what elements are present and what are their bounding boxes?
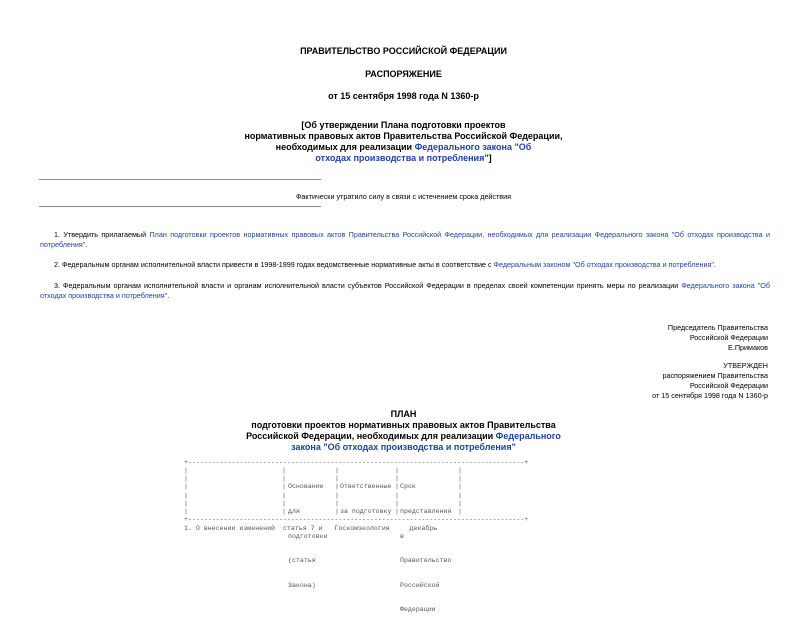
plan-heading: [0, 409, 807, 453]
government-name: ПРАВИТЕЛЬСТВО РОССИЙСКОЙ ФЕДЕРАЦИИ: [300, 46, 507, 56]
header-responsible-line: Ответственные: [340, 483, 392, 491]
title-line-4: [0, 153, 807, 164]
signature-name: Е.Примаков: [728, 343, 768, 352]
header-basis-line: Основание: [288, 483, 324, 491]
table-header-bottom-border: +-------------------------------------------------------------------------------------+: [184, 516, 529, 523]
header-responsible-line: за подготовку: [340, 508, 392, 516]
divider-bottom: [39, 206, 321, 207]
paragraph-1: [40, 230, 770, 250]
signature-position-1: Председатель Правительства: [667, 323, 768, 332]
header-deadline-line: Российской: [400, 581, 440, 589]
plan-link[interactable]: План подготовки проектов нормативных правовых актов Правительства Российской Федерации, необходимых для реализации Федерального закона "Об отходах производства и потребления": [40, 230, 770, 249]
table-sep-2: | | | | | |: [335, 467, 339, 516]
table-left-border: | | | | | |: [184, 467, 188, 516]
federal-law-link[interactable]: Федерального закона "Об: [414, 142, 532, 152]
paragraph-2-text: 2. Федеральным органам исполнительной власти привести в 1998-1999 годах ведомственные нормативные акты в соответствие с: [54, 260, 494, 269]
table-header-deadline: [400, 467, 451, 631]
plan-title: ПЛАН: [390, 409, 417, 419]
header-deadline-line: Правительство: [400, 557, 452, 565]
plan-line-3: [0, 431, 807, 442]
table-row: 1. О внесении изменений статья 7 и Госкомэкология декабрь: [184, 525, 438, 532]
signature-position-2: Российской Федерации: [689, 333, 768, 342]
paragraph-3-end: .: [167, 291, 170, 300]
plan-line-3-text: Российской Федерации, необходимых для реализации: [246, 431, 496, 441]
federal-law-link-3[interactable]: Федерального закона "Об отходах производства и потребления": [40, 281, 770, 300]
plan-line-2: подготовки проектов нормативных правовых актов Правительства: [251, 420, 556, 430]
header-deadline-line: представления: [400, 508, 452, 516]
approval-block: [652, 361, 768, 401]
table-header-basis: [288, 467, 328, 606]
plan-federal-law-link-cont[interactable]: закона "Об отходах производства и потребления": [291, 442, 516, 452]
title-line-1: [Об утверждении Плана подготовки проектов: [301, 120, 506, 130]
approval-of: Российской Федерации: [689, 381, 768, 390]
paragraph-3-text: 3. Федеральным органам исполнительной власти и органам исполнительной власти субъектов Российской Федерации в пределах своей компетенции принять меры по реализации: [54, 281, 682, 290]
divider-top: [39, 179, 321, 180]
header-deadline-line: Федерации: [400, 606, 436, 614]
approval-date: от 15 сентября 1998 года N 1360-р: [652, 391, 768, 400]
document-title: [0, 120, 807, 164]
plan-line-4: [0, 442, 807, 453]
title-bracket: ]: [488, 153, 492, 163]
title-line-2: нормативных правовых актов Правительства Российской Федерации,: [244, 131, 563, 141]
table-sep-3: | | | | | |: [395, 467, 399, 516]
status-note: Фактически утратило силу в связи с истечением срока действия: [295, 192, 512, 201]
paragraph-1-text: 1. Утвердить прилагаемый: [54, 230, 150, 239]
approval-approved: УТВЕРЖДЕН: [723, 361, 768, 370]
plan-federal-law-link[interactable]: Федерального: [495, 431, 561, 441]
header-deadline-line: Срок: [400, 483, 416, 491]
federal-law-link-2[interactable]: Федеральным законом "Об отходах производства и потребления": [493, 260, 714, 269]
title-line-3-text: необходимых для реализации: [275, 142, 415, 152]
table-top-border: +-------------------------------------------------------------------------------------+: [184, 459, 529, 466]
paragraph-3: [40, 281, 770, 301]
federal-law-link-cont[interactable]: отходах производства и потребления": [315, 153, 489, 163]
approval-by: распоряжением Правительства: [662, 371, 768, 380]
header-basis-line: (статья: [288, 557, 316, 565]
header-basis-line: для: [288, 508, 300, 516]
paragraph-1-end: .: [85, 240, 88, 249]
header-basis-line: Закона): [288, 581, 316, 589]
table-right-border: | | | | | |: [458, 467, 462, 516]
document-date-number: от 15 сентября 1998 года N 1360-р: [328, 91, 479, 101]
header-basis-line: подготовки: [288, 532, 328, 540]
document-type: РАСПОРЯЖЕНИЕ: [365, 69, 442, 79]
signature-block: [668, 323, 768, 353]
paragraph-2-end: .: [713, 260, 716, 269]
title-line-3: [0, 142, 807, 153]
table-sep-1: | | | | | |: [282, 467, 286, 516]
header-deadline-line: в: [400, 532, 404, 540]
paragraph-2: [40, 260, 770, 270]
